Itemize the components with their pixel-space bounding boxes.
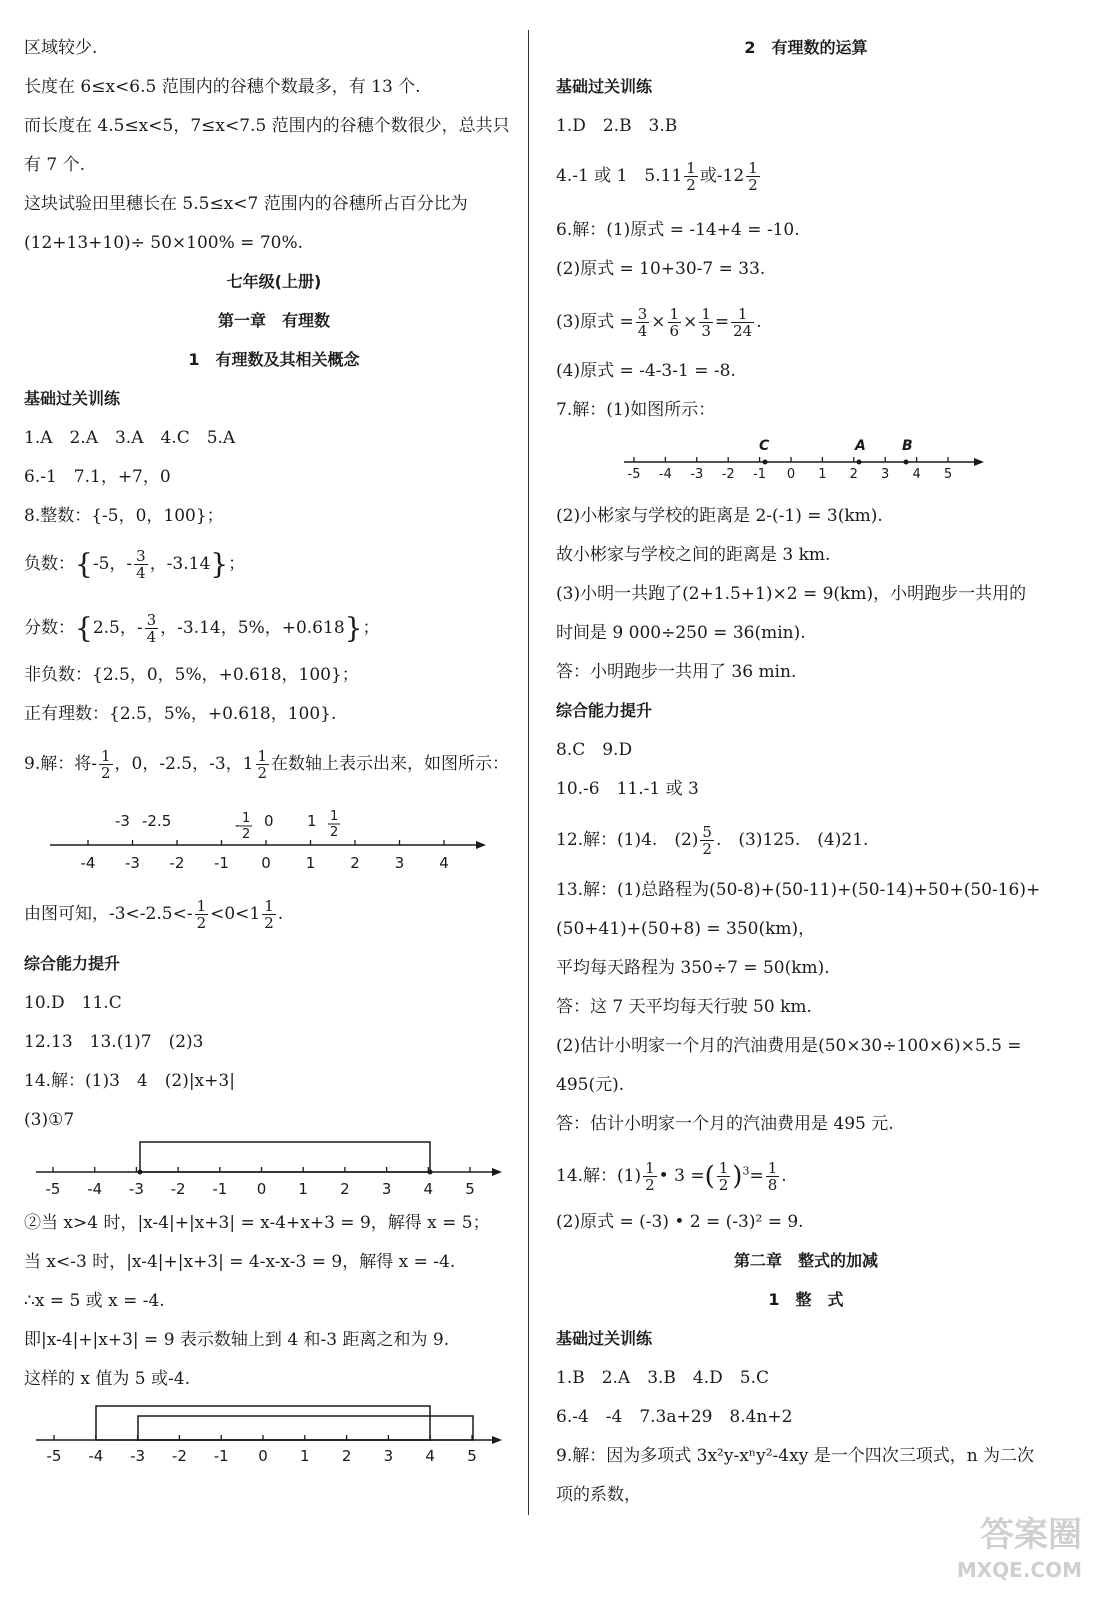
text-line: 这块试验田里穗长在 5.5≤x<7 范围内的谷穗所占百分比为	[24, 194, 468, 214]
tick-label: -5	[627, 467, 641, 482]
point-b-marker	[904, 460, 909, 465]
answer-line: 10.-6 11.-1 或 3	[556, 779, 699, 799]
text: ，-3.14	[149, 554, 211, 574]
brace-left: {	[75, 547, 93, 581]
point-c-marker	[763, 460, 768, 465]
numerator: 1	[731, 306, 754, 323]
tick-label: -2	[170, 1180, 186, 1198]
denominator: 2	[718, 1176, 729, 1194]
answer-line: 这样的 x 值为 5 或-4.	[24, 1369, 190, 1389]
tick-label: 0	[786, 467, 796, 482]
answer-line: (50+41)+(50+8) = 350(km)，	[556, 919, 816, 939]
text: 9.解：将-	[24, 754, 97, 774]
frac-den: 2	[242, 827, 251, 842]
numerator: 1	[669, 305, 680, 323]
tick-label: -3	[690, 467, 704, 482]
tick-label: -4	[80, 854, 96, 872]
negatives-line: 负数：{-5，- $\frac{3}{4}$ ，-3.14}；	[24, 547, 246, 582]
text: 12.解：(1)4. (2)	[556, 830, 699, 850]
denominator: 8	[767, 1176, 778, 1194]
numerator: 1	[767, 1159, 778, 1177]
answer-line: 9.解：因为多项式 3x²y-xⁿy²-4xy 是一个四次三项式，n 为二次	[556, 1446, 1035, 1466]
point-label: 0	[264, 812, 274, 830]
subheading: 基础过关训练	[24, 389, 121, 408]
interval-box	[96, 1406, 430, 1440]
point-label: 1	[307, 812, 317, 830]
tick-label: -1	[212, 1180, 228, 1198]
tick-label: -2	[721, 467, 735, 482]
answer-line: 即|x-4|+|x+3| = 9 表示数轴上到 4 和-3 距离之和为 9.	[24, 1330, 450, 1350]
frac-num: 1	[330, 809, 339, 824]
watermark-logo: 答案圈	[980, 1515, 1082, 1555]
text: 在数轴上表示出来，如图所示：	[271, 754, 510, 774]
tick-label: -1	[753, 467, 767, 482]
denominator: 6	[669, 322, 680, 340]
answer-line: 答：这 7 天平均每天行驶 50 km.	[556, 997, 812, 1017]
numerator: 1	[264, 897, 274, 915]
fraction	[717, 1160, 731, 1193]
paren: (	[704, 1161, 715, 1192]
denominator: 2	[686, 176, 696, 194]
tick-label: 2	[350, 854, 360, 872]
tick-label: 0	[256, 1180, 267, 1198]
denominator: 2	[645, 1176, 655, 1194]
point-label: -	[235, 816, 241, 834]
section-heading: 1 有理数及其相关概念	[188, 350, 360, 369]
conclusion-line	[24, 898, 283, 931]
numerator: 1	[196, 897, 207, 915]
subheading: 综合能力提升	[556, 701, 653, 720]
answer-line: (2)原式 = (-3) • 2 = (-3)² = 9.	[556, 1212, 804, 1232]
denominator: 3	[701, 322, 711, 340]
brace-right: }	[210, 547, 229, 581]
number-line-1	[24, 800, 504, 878]
answer-line: (2)小彬家与学校的距离是 2-(-1) = 3(km).	[556, 506, 883, 526]
answer-line: 正有理数：{2.5，5%，+0.618，100}.	[24, 704, 337, 724]
label: 负数：	[24, 554, 75, 574]
tick-label: 2	[849, 467, 858, 482]
text: (3)原式 =	[556, 312, 634, 332]
chapter-heading: 第一章 有理数	[217, 311, 330, 330]
numerator: 5	[702, 823, 712, 841]
denominator: 2	[748, 176, 758, 194]
numerator: 1	[718, 1159, 729, 1177]
watermark-url: MXQE.COM	[956, 1558, 1082, 1582]
column-divider	[528, 30, 529, 1515]
answer-line: 答：估计小明家一个月的汽油费用是 495 元.	[556, 1114, 894, 1134]
tick-label: -4	[87, 1180, 103, 1198]
tick-label: 1	[298, 1180, 308, 1198]
fraction	[643, 1160, 657, 1193]
tick-label: -3	[130, 1447, 146, 1465]
numerator: 1	[645, 1159, 655, 1177]
text-line: (12+13+10)÷ 50×100% = 70%.	[24, 233, 304, 253]
tick-label: 0	[261, 854, 271, 872]
tick-label: -3	[128, 1180, 144, 1198]
tick-label: 2	[341, 1447, 352, 1465]
answer-line: 1.B 2.A 3.B 4.D 5.C	[556, 1368, 769, 1388]
axis-arrow	[476, 841, 486, 849]
paren: )	[732, 1161, 743, 1192]
tick-label: -5	[46, 1447, 62, 1465]
text: 由图可知，-3<-2.5<-	[24, 904, 193, 924]
tick-label: -3	[125, 854, 140, 872]
answer-line: ②当 x>4 时，|x-4|+|x+3| = x-4+x+3 = 9，解得 x = 5；	[24, 1213, 490, 1233]
denominator: 4	[136, 564, 146, 582]
answer-line: (2)估计小明家一个月的汽油费用是(50×30÷100×6)×5.5 =	[556, 1036, 1022, 1056]
answer-line: 1.A 2.A 3.A 4.C 5.A	[24, 428, 236, 448]
answer-line	[556, 160, 762, 193]
numerator: 1	[748, 159, 758, 177]
tick-label: -4	[88, 1447, 104, 1465]
denominator: 24	[733, 322, 753, 340]
answer-line: 6.-4 -4 7.3a+29 8.4n+2	[556, 1407, 793, 1427]
answer-line: 14.解：(1) $\frac{1}{2}$ • 3 =( $\frac{1}{2}$ )$^3$= $\frac{1}{8}$ .	[556, 1159, 787, 1194]
denominator: 2	[196, 914, 207, 932]
tick-label: -1	[214, 854, 229, 872]
fraction	[195, 898, 209, 931]
answer-line: 13.解：(1)总路程为(50-8)+(50-11)+(50-14)+50+(50-16)+	[556, 880, 1041, 900]
fraction	[746, 160, 760, 193]
fraction	[699, 306, 713, 339]
fraction	[262, 898, 276, 931]
tick-label: 3	[881, 467, 890, 482]
subheading: 基础过关训练	[556, 77, 653, 96]
text: =	[749, 1166, 764, 1186]
numerator: 3	[637, 305, 648, 323]
point-label: -2.5	[142, 812, 172, 830]
text: 或-12	[699, 166, 745, 186]
answer-line: (3)小明一共跑了(2+1.5+1)×2 = 9(km)，小明跑步一共用的	[556, 584, 1027, 604]
frac-den: 2	[330, 825, 339, 840]
tick-label: -2	[169, 854, 185, 872]
point-b-label: B	[902, 438, 913, 454]
grade-heading: 七年级(上册)	[226, 272, 322, 291]
tick-label: -4	[658, 467, 672, 482]
tick-label: 3	[394, 854, 405, 872]
axis-arrow	[974, 458, 984, 466]
numerator: 1	[257, 747, 268, 765]
denominator: 4	[146, 628, 157, 646]
point-a-marker	[857, 460, 862, 465]
numerator: 1	[686, 159, 696, 177]
numerator: 3	[146, 611, 157, 629]
axis-arrow	[492, 1168, 502, 1176]
fraction	[766, 1160, 780, 1193]
tick-label: 0	[258, 1447, 268, 1465]
answer-line: 14.解：(1)3 4 (2)|x+3|	[24, 1071, 235, 1091]
fraction	[256, 748, 270, 781]
answer-line: 项的系数，	[556, 1485, 641, 1505]
text: 14.解：(1)	[556, 1166, 642, 1186]
number-line-2	[24, 1136, 514, 1202]
answer-line: 答：小明跑步一共用了 36 min.	[556, 662, 797, 682]
answer-line: 平均每天路程为 350÷7 = 50(km).	[556, 958, 830, 978]
point-label: -3	[115, 812, 130, 830]
denominator: 2	[264, 914, 274, 932]
text: ，-3.14，5%，+0.618	[160, 618, 345, 638]
answer-line: 6.解：(1)原式 = -14+4 = -10.	[556, 220, 800, 240]
fraction	[684, 160, 698, 193]
subheading: 综合能力提升	[24, 954, 121, 973]
brace-right: }	[344, 611, 363, 645]
answer-line: 12.13 13.(1)7 (2)3	[24, 1032, 204, 1052]
answer-line: (4)原式 = -4-3-1 = -8.	[556, 361, 736, 381]
numerator: 3	[136, 547, 146, 565]
fraction	[700, 824, 714, 857]
number-line-4	[616, 432, 996, 488]
denominator: 2	[257, 764, 268, 782]
tick-label: 4	[912, 467, 921, 482]
tick-label: 2	[340, 1180, 350, 1198]
denominator: 2	[702, 840, 712, 858]
tick-label: 4	[439, 854, 449, 872]
answer-line: ∴x = 5 或 x = -4.	[24, 1291, 165, 1311]
denominator: 4	[637, 322, 648, 340]
tick-label: 4	[425, 1447, 435, 1465]
text: -5，-	[92, 554, 133, 574]
label: 分数：	[24, 618, 75, 638]
fraction	[636, 306, 650, 339]
frac-num: 1	[242, 811, 251, 826]
text: 4.-1 或 1 5.11	[556, 166, 683, 186]
text: • 3 =	[658, 1166, 705, 1186]
section-heading: 2 有理数的运算	[744, 38, 868, 57]
answer-line: 当 x<-3 时，|x-4|+|x+3| = 4-x-x-3 = 9，解得 x = -4.	[24, 1252, 456, 1272]
tick-label: 5	[465, 1180, 475, 1198]
text: ，0，-2.5，-3，1	[114, 754, 254, 774]
fraction	[99, 748, 113, 781]
tick-label: 3	[381, 1180, 392, 1198]
text-line: 有 7 个.	[24, 155, 86, 175]
answer-line: 时间是 9 000÷250 = 36(min).	[556, 623, 806, 643]
point-a-label: A	[855, 438, 866, 454]
answer-line: 495(元).	[556, 1075, 625, 1095]
text: 2.5，-	[92, 618, 143, 638]
tick-label: -5	[45, 1180, 61, 1198]
answer-line: 非负数：{2.5，0，5%，+0.618，100}；	[24, 665, 359, 685]
fraction	[134, 548, 148, 581]
answer-line	[24, 748, 509, 781]
answer-line: (2)原式 = 10+30-7 = 33.	[556, 259, 766, 279]
section-heading: 1 整 式	[768, 1290, 844, 1309]
brace-left: {	[75, 611, 93, 645]
point-c-label: C	[759, 438, 770, 454]
fractions-line: 分数：{2.5，- $\frac{3}{4}$ ，-3.14，5%，+0.618}；	[24, 611, 380, 646]
text: <0<1	[210, 904, 261, 924]
answer-line: 8.整数：{-5，0，100}；	[24, 506, 224, 526]
denominator: 2	[100, 764, 111, 782]
axis-arrow	[492, 1436, 502, 1444]
fraction	[731, 306, 754, 339]
text: . (3)125. (4)21.	[715, 830, 869, 850]
text-line: 长度在 6≤x<6.5 范围内的谷穗个数最多，有 13 个.	[24, 77, 421, 97]
tick-label: 1	[305, 854, 316, 872]
fraction	[145, 612, 159, 645]
tick-label: -1	[213, 1447, 229, 1465]
text: .	[277, 904, 284, 924]
number-line-3	[24, 1398, 514, 1470]
tick-label: 4	[423, 1180, 434, 1198]
left-column	[24, 0, 524, 1600]
numerator: 1	[100, 747, 111, 765]
answer-line: 1.D 2.B 3.B	[556, 116, 678, 136]
chapter-heading: 第二章 整式的加减	[733, 1251, 878, 1270]
answer-line: 7.解：(1)如图所示：	[556, 400, 716, 420]
tick-label: 5	[467, 1447, 477, 1465]
text-line: 而长度在 4.5≤x<5，7≤x<7.5 范围内的谷穗个数很少，总共只	[24, 116, 510, 136]
answer-line: (3)①7	[24, 1110, 75, 1130]
fraction	[668, 306, 682, 339]
answer-line: 故小彬家与学校之间的距离是 3 km.	[556, 545, 831, 565]
interval-box	[138, 1416, 473, 1440]
tick-label: -2	[171, 1447, 187, 1465]
tick-group	[628, 457, 953, 482]
right-column	[556, 0, 1056, 1600]
answer-line	[556, 824, 868, 857]
text-line: 区域较少.	[24, 38, 98, 58]
point-marker	[138, 1170, 143, 1175]
answer-line: 10.D 11.C	[24, 993, 122, 1013]
answer-line: 8.C 9.D	[556, 740, 633, 760]
tick-label: 3	[383, 1447, 394, 1465]
tick-label: 1	[300, 1447, 310, 1465]
answer-line: 6.-1 7.1，+7，0	[24, 467, 171, 487]
answer-line: (3)原式 = $\frac{3}{4}$ × $\frac{1}{6}$ × $\frac{1}{3}$ = $\frac{1}{24}$ .	[556, 305, 762, 340]
subheading: 基础过关训练	[556, 1329, 653, 1348]
tick-label: 1	[818, 467, 827, 482]
tick-label: 5	[943, 467, 953, 482]
numerator: 1	[701, 305, 711, 323]
